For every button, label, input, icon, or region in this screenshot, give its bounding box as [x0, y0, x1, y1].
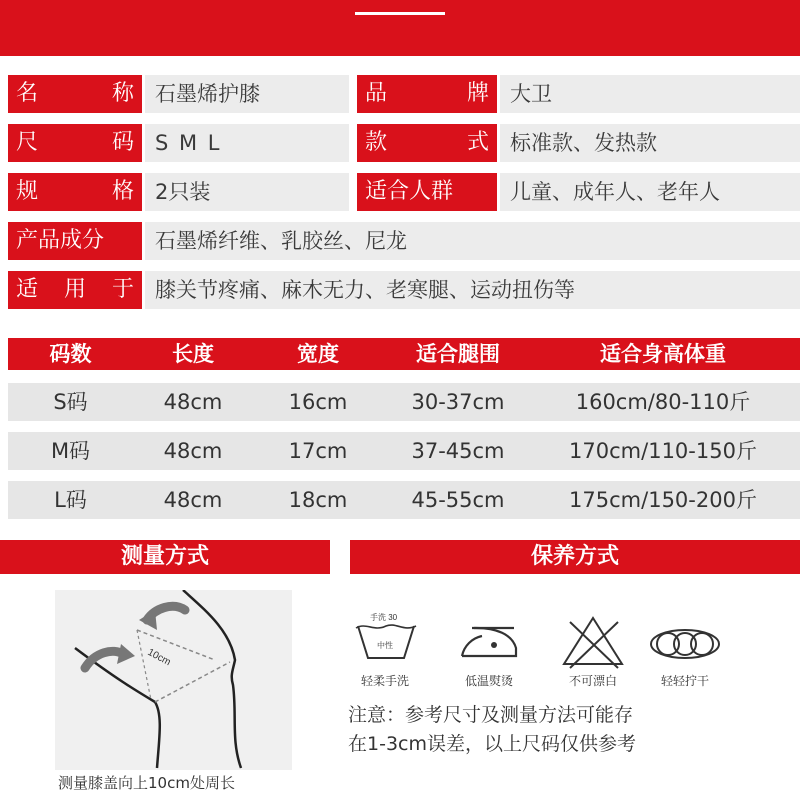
- banner-divider: [355, 12, 445, 15]
- spec-row-spec-audience: [8, 173, 800, 211]
- measure-caption: 测量膝盖向上10cm处周长: [58, 774, 235, 792]
- spec-label-size: 尺 码: [8, 124, 142, 162]
- spec-label-brand: 品 牌: [357, 75, 497, 113]
- care-label-wash: 轻柔手洗: [360, 674, 409, 688]
- spec-label-spec: 规 格: [8, 173, 142, 211]
- size-cell-length: 48cm: [163, 390, 223, 414]
- spec-value-composition: 石墨烯纤维、乳胶丝、尼龙: [145, 222, 800, 260]
- spec-row-name-brand: [8, 75, 800, 113]
- care-section-title: 保养方式: [350, 540, 800, 574]
- spec-value-size: S M L: [145, 124, 349, 162]
- no-bleach-icon: [556, 612, 630, 670]
- table-row: [8, 481, 800, 519]
- size-cell-code: S码: [53, 390, 88, 414]
- knee-illustration: [55, 590, 292, 770]
- size-cell-fit: 170cm/110-150斤: [569, 439, 757, 463]
- size-header-code: 码数: [49, 342, 92, 366]
- spec-value-name: 石墨烯护膝: [145, 75, 349, 113]
- top-banner: [0, 0, 800, 56]
- care-note-line1: 注意：参考尺寸及测量方法可能存: [348, 704, 634, 726]
- size-cell-fit: 175cm/150-200斤: [569, 488, 757, 512]
- spec-row-composition: [8, 222, 800, 260]
- size-cell-fit: 160cm/80-110斤: [575, 390, 751, 414]
- size-cell-leg: 45-55cm: [411, 488, 505, 512]
- spec-label-usage: 适 用 于: [8, 271, 142, 309]
- size-cell-width: 18cm: [288, 488, 348, 512]
- spec-value-style: 标准款、发热款: [500, 124, 800, 162]
- size-header-leg: 适合腿围: [416, 342, 500, 366]
- measure-diagram: [55, 590, 292, 770]
- size-table-header: [8, 338, 800, 370]
- size-cell-leg: 37-45cm: [411, 439, 505, 463]
- size-cell-width: 17cm: [288, 439, 348, 463]
- spec-label-name: 名 称: [8, 75, 142, 113]
- care-note-line2: 在1-3cm误差，以上尺码仅供参考: [348, 733, 636, 755]
- spec-label-style: 款 式: [357, 124, 497, 162]
- measure-label-10cm: 10cm: [145, 646, 173, 669]
- table-row: [8, 383, 800, 421]
- spec-value-spec: 2只装: [145, 173, 349, 211]
- size-header-fit: 适合身高体重: [600, 342, 726, 366]
- wash-neutral-text: 中性: [377, 641, 393, 650]
- table-row: [8, 432, 800, 470]
- spec-row-usage: [8, 271, 800, 309]
- low-iron-icon: [452, 612, 526, 670]
- spec-label-composition: 产品成分: [8, 222, 142, 260]
- spec-label-audience: 适合人群: [357, 173, 497, 211]
- size-header-length: 长度: [172, 342, 214, 366]
- gentle-wring-icon: [648, 612, 722, 670]
- size-cell-code: L码: [54, 488, 87, 512]
- spec-value-usage: 膝关节疼痛、麻木无力、老寒腿、运动扭伤等: [145, 271, 800, 309]
- size-cell-length: 48cm: [163, 439, 223, 463]
- care-label-bleach: 不可漂白: [568, 674, 617, 688]
- size-cell-code: M码: [50, 439, 91, 463]
- spec-value-audience: 儿童、成年人、老年人: [500, 173, 800, 211]
- size-header-width: 宽度: [297, 342, 339, 366]
- spec-row-size-style: [8, 124, 800, 162]
- measure-section-title: 测量方式: [0, 540, 330, 574]
- care-label-wring: 轻轻拧干: [660, 674, 709, 688]
- care-label-iron: 低温熨烫: [464, 674, 513, 688]
- size-cell-width: 16cm: [288, 390, 348, 414]
- size-cell-length: 48cm: [163, 488, 223, 512]
- size-cell-leg: 30-37cm: [411, 390, 505, 414]
- hand-wash-icon: [348, 612, 422, 670]
- spec-value-brand: 大卫: [500, 75, 800, 113]
- wash-temp-text: 手洗 30: [370, 613, 398, 622]
